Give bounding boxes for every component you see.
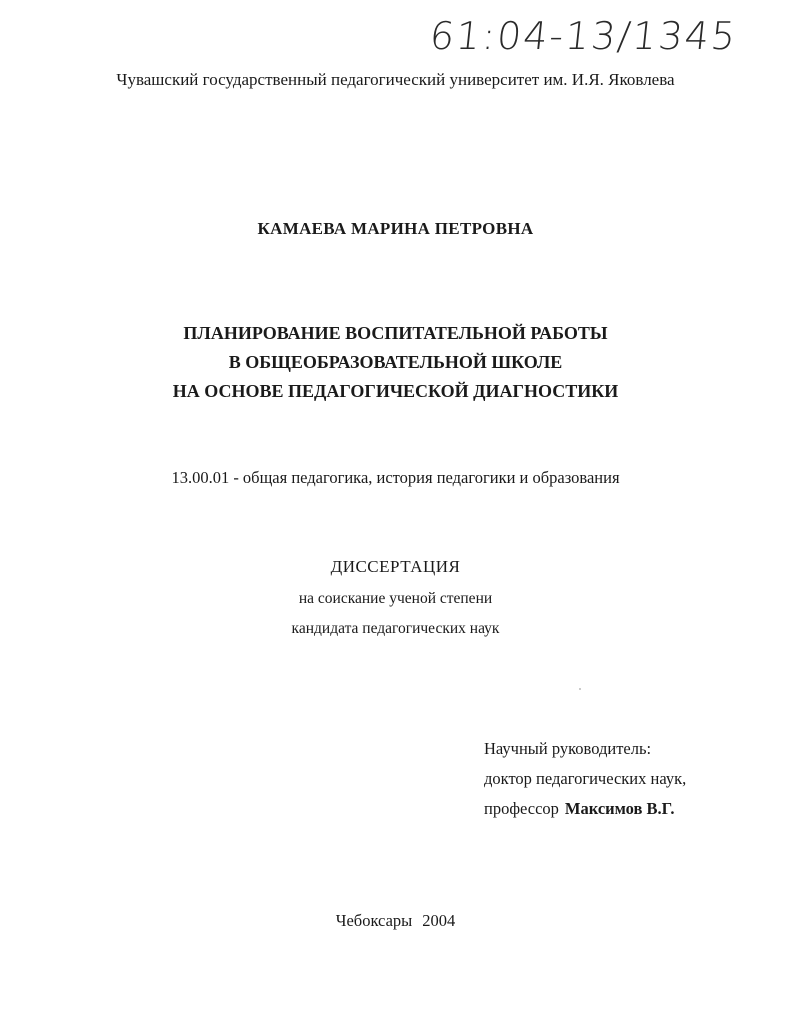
title-line-2: В ОБЩЕОБРАЗОВАТЕЛЬНОЙ ШКОЛЕ (228, 352, 563, 372)
supervisor-block (484, 734, 686, 824)
city: Чебоксары (335, 911, 413, 930)
title-line-1: ПЛАНИРОВАНИЕ ВОСПИТАТЕЛЬНОЙ РАБОТЫ (183, 323, 608, 343)
scan-speck (579, 688, 581, 690)
supervisor-heading: Научный руководитель: (484, 739, 652, 758)
specialty-code: 13.00.01 - общая педагогика, история педагогики и образования (171, 468, 620, 487)
supervisor-rank: профессор (484, 799, 559, 818)
author-name: КАМАЕВА МАРИНА ПЕТРОВНА (257, 219, 534, 238)
degree-line-2: кандидата педагогических наук (291, 620, 500, 637)
city-year (0, 911, 791, 931)
university-name: Чувашский государственный педагогический университет им. И.Я. Яковлева (116, 70, 675, 89)
supervisor-degree: доктор педагогических наук, (484, 769, 687, 788)
supervisor-name: Максимов В.Г. (564, 799, 675, 818)
degree-line-1: на соискание ученой степени (298, 590, 493, 607)
work-type-label: ДИССЕРТАЦИЯ (330, 557, 461, 576)
title-line-3: НА ОСНОВЕ ПЕДАГОГИЧЕСКОЙ ДИАГНОСТИКИ (172, 381, 619, 401)
dissertation-title (0, 319, 791, 406)
archive-number-handwritten: 61:04-13/1345 (427, 14, 740, 58)
supervisor-rank-line (484, 794, 686, 824)
year: 2004 (422, 911, 456, 930)
